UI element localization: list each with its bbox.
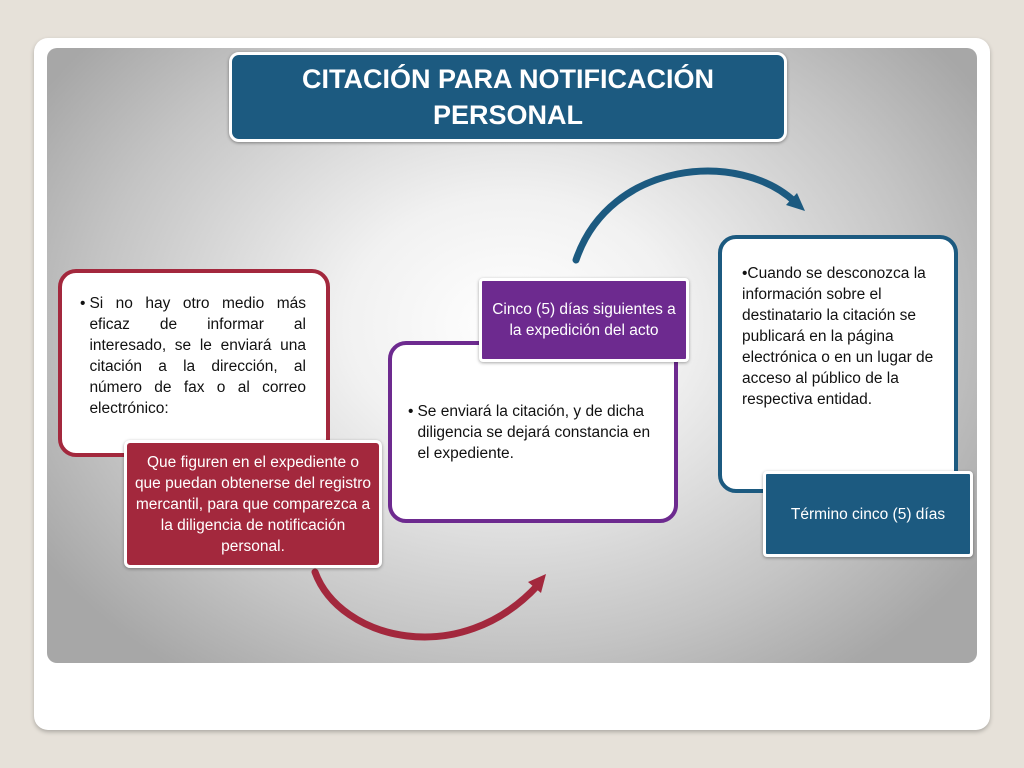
- step-3-label: [763, 471, 973, 557]
- step-2-text: Se enviará la citación, y de dicha diligencia se dejará constancia en el expediente.: [417, 403, 651, 462]
- step-1-box: [58, 269, 330, 457]
- step-2-box: [388, 341, 678, 523]
- step-1-bullet: •: [80, 295, 86, 312]
- step-2-bullet: •: [408, 403, 414, 420]
- step-1-label: [124, 440, 382, 568]
- title-line-1: CITACIÓN PARA NOTIFICACIÓN: [302, 64, 714, 94]
- step-2-label: [479, 278, 689, 362]
- title-line-2: PERSONAL: [432, 100, 583, 130]
- step-3-box: [718, 235, 958, 493]
- step-1-text: Si no hay otro medio más eficaz de informar al interesado, se le enviará una citación a la dirección, al número de fax o al correo electrónico:: [89, 295, 306, 417]
- step-2-label-text: Cinco (5) días siguientes a la expedición del acto: [492, 301, 676, 339]
- step-3-text: •Cuando se desconozca la información sobre el destinatario la citación se publicará en la página electrónica o en un lugar de acceso al público de la respectiva entidad.: [742, 265, 934, 408]
- step-3-label-text: Término cinco (5) días: [790, 505, 946, 523]
- page-title: [229, 52, 787, 142]
- step-1-label-text: Que figuren en el expediente o que puedan obtenerse del registro mercantil, para que comparezca a la diligencia de notificación personal.: [134, 453, 372, 555]
